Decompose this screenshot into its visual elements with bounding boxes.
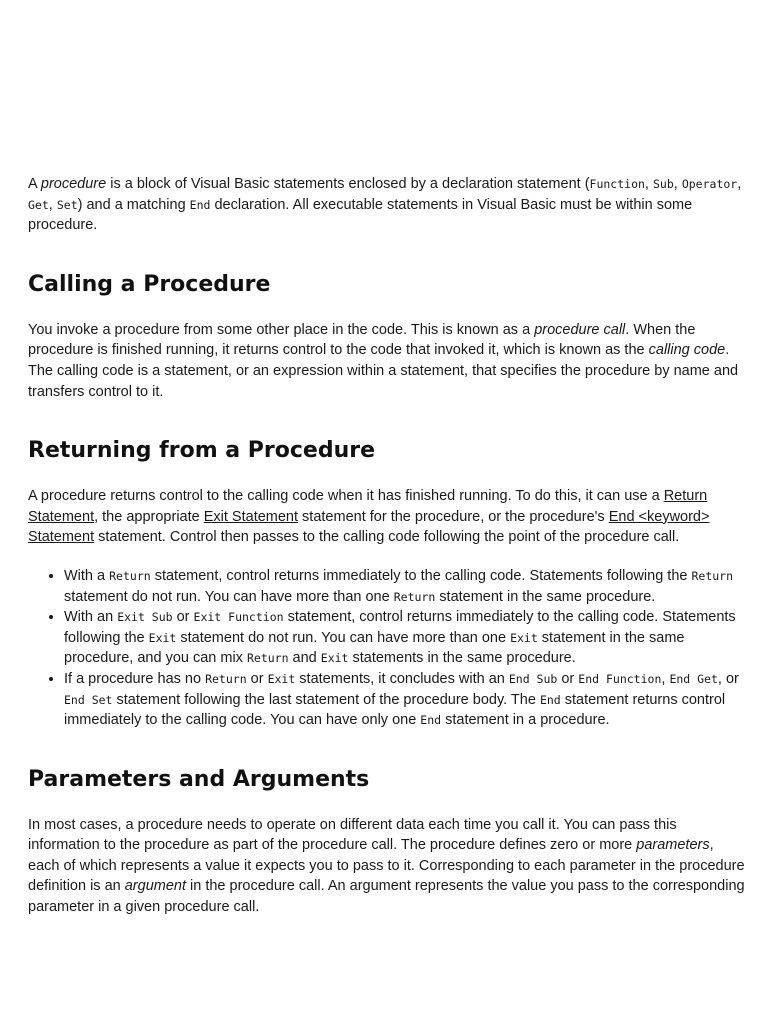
intro-paragraph: A procedure is a block of Visual Basic statements enclosed by a declaration statement (Function, Sub, Operator, Get, Set) and a matching End declaration. All executable statements in Visual Basic must be within some procedure.: [28, 176, 742, 234]
code-get: Get: [28, 197, 49, 212]
calling-paragraph: You invoke a procedure from some other place in the code. This is known as a procedure call. When the procedure is finished running, it returns control to the code that invoked it, which is known as the calling code. The calling code is a statement, or an expression within a statement, that specifies the procedure by name and transfers control to it.: [28, 321, 739, 400]
link-end-keyword-statement[interactable]: End <keyword> Statement: [28, 508, 710, 546]
parameters-paragraph: In most cases, a procedure needs to operate on different data each time you call it. You can pass this information to the procedure as part of the procedure call. The procedure defines zero or more parameters, each of which represents a value it expects you to pass to it. Corresponding to each parameter in the procedure definition is an argument in the procedure call. An argument represents the value you pass to the corresponding parameter in a given procedure call.: [28, 816, 745, 916]
code-function: Function: [589, 177, 645, 191]
heading-parameters-and-arguments: Parameters and Arguments: [28, 766, 370, 792]
term-argument: argument: [124, 878, 186, 895]
article-content: [28, 174, 746, 918]
list-item-exit: • With an Exit Sub or Exit Function statement, control returns immediately to the calling code. Statements following the Exit statement do not run. You can have more than one Exit statement in the same procedure, and you can mix Return and Exit statements in the same procedure.: [64, 607, 746, 669]
term-calling-code: calling code: [648, 342, 726, 359]
list-item-end: • If a procedure has no Return or Exit statements, it concludes with an End Sub or End Function, End Get, or End Set statement following the last statement of the procedure body. The End statement returns control immediately to the calling code. You can have only one End statement in a procedure.: [64, 669, 746, 731]
returning-paragraph: A procedure returns control to the calling code when it has finished running. To do this, it can use a Return Statement, the appropriate Exit Statement statement for the procedure, or the procedure's End <keyword> Statement statement. Control then passes to the calling code following the point of the procedure call.: [28, 488, 710, 546]
term-procedure-call: procedure call: [534, 321, 626, 338]
return-methods-list: [28, 566, 746, 731]
heading-returning-from-a-procedure: Returning from a Procedure: [28, 438, 376, 464]
link-return-statement[interactable]: Return Statement: [28, 488, 708, 525]
term-parameters: parameters: [636, 837, 710, 854]
code-set: Set: [56, 197, 78, 212]
heading-calling-a-procedure: Calling a Procedure: [28, 271, 271, 297]
term-procedure: procedure: [40, 176, 107, 192]
code-sub: Sub: [652, 177, 674, 191]
code-end: End: [189, 197, 211, 212]
list-item-return: • With a Return statement, control returns immediately to the calling code. Statements following the Return statement do not run. You can have more than one Return statement in the same procedure.: [64, 566, 746, 607]
code-operator: Operator: [681, 177, 738, 191]
link-exit-statement[interactable]: Exit Statement: [203, 508, 299, 525]
